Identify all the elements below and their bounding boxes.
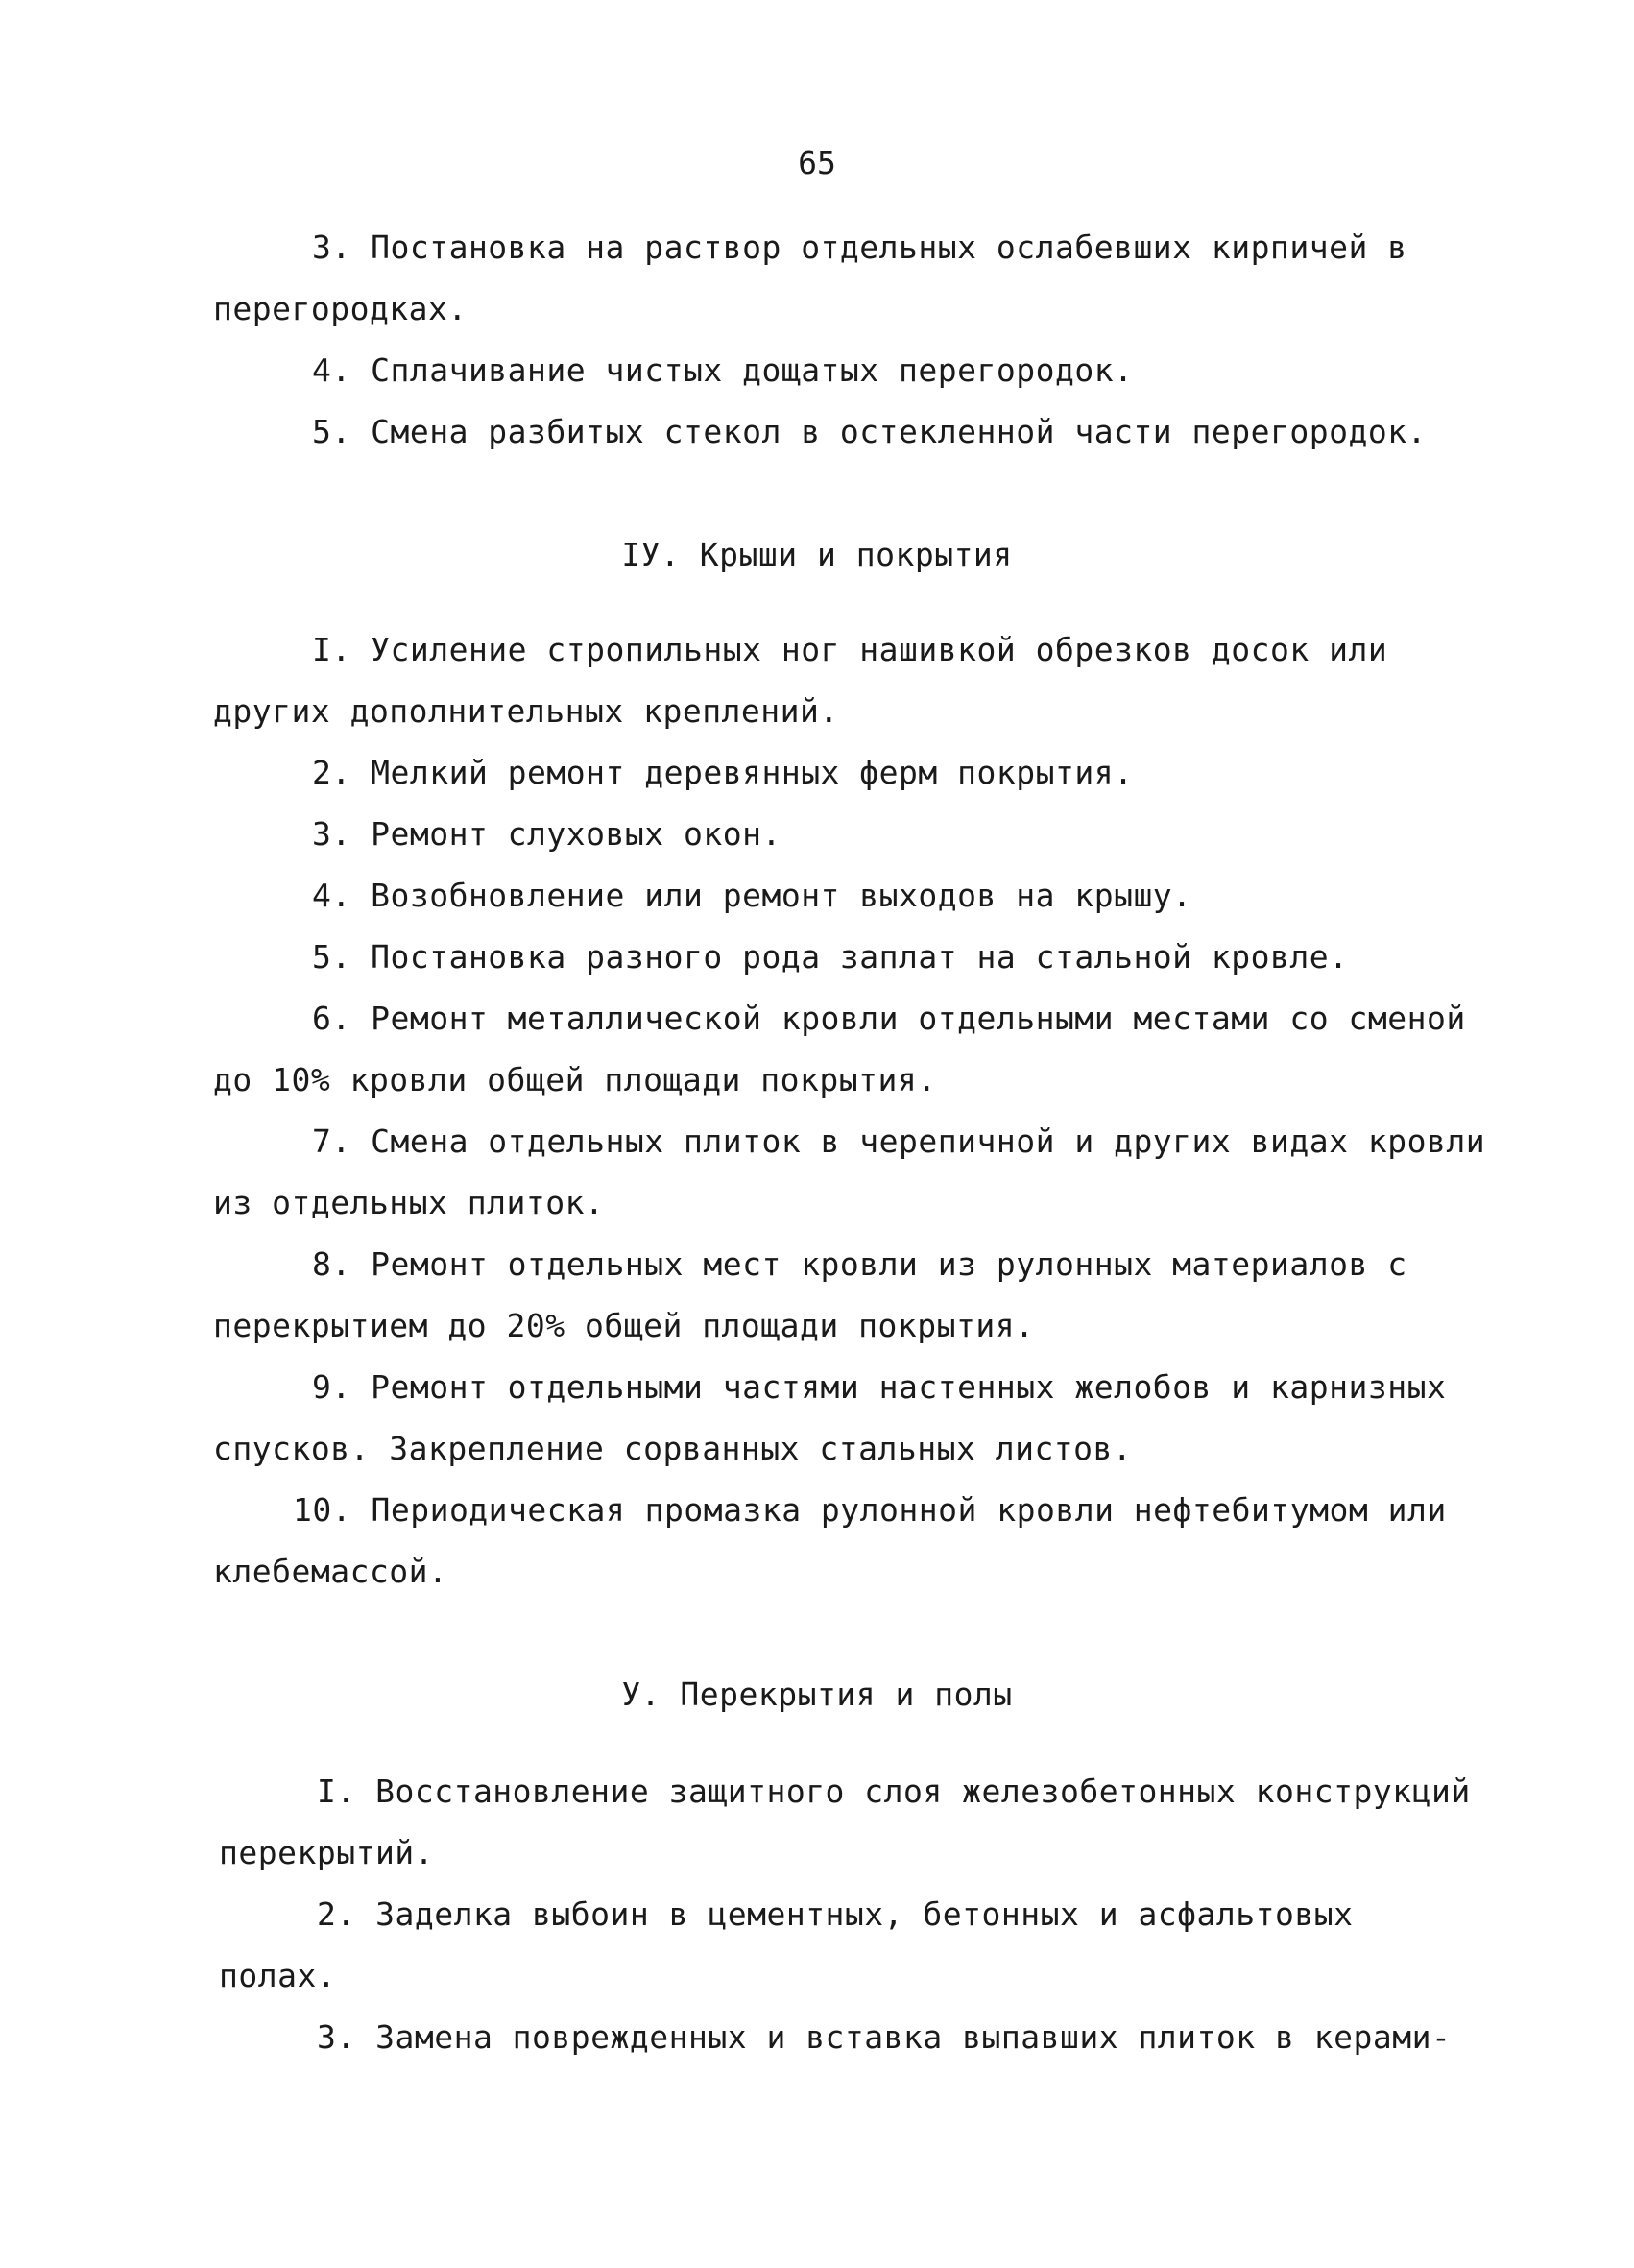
item-text: 2. Мелкий ремонт деревянных ферм покрытия. — [312, 754, 1134, 791]
item-text: 8. Ремонт отдельных мест кровли из рулонных материалов с — [312, 1245, 1407, 1283]
item-text: 5. Смена разбитых стекол в остекленной части перегородок. — [312, 413, 1427, 450]
item-text: 3. Ремонт слуховых окон. — [312, 815, 781, 853]
item-text: перекрытием до 20% общей площади покрытия. — [213, 1307, 1035, 1344]
item-text: перекрытий. — [219, 1834, 435, 1871]
item-text: спусков. Закрепление сорванных стальных листов. — [213, 1430, 1133, 1467]
item-text: 2. Заделка выбоин в цементных, бетонных и асфальтовых — [317, 1895, 1354, 1933]
item-text: 4. Возобновление или ремонт выходов на крышу. — [312, 877, 1192, 914]
item-text: 3. Постановка на раствор отдельных ослабевших кирпичей в — [312, 229, 1407, 266]
page-number: 65 — [798, 144, 836, 181]
item-text: I. Восстановление защитного слоя железобетонных конструкций — [317, 1773, 1471, 1810]
section-heading: У. Перекрытия и полы — [621, 1676, 1013, 1713]
item-text: 6. Ремонт металлической кровли отдельными местами со сменой — [312, 1000, 1466, 1037]
item-text: 9. Ремонт отдельными частями настенных желобов и карнизных — [312, 1368, 1447, 1406]
section-heading: IУ. Крыши и покрытия — [621, 536, 1013, 573]
item-text: 10. Периодическая промазка рулонной кровли нефтебитумом или — [293, 1491, 1447, 1529]
item-text: 5. Постановка разного рода заплат на стальной кровле. — [312, 938, 1349, 976]
item-text: полах. — [219, 1957, 337, 1994]
item-text: клебемассой. — [213, 1553, 448, 1590]
item-text: других дополнительных креплений. — [213, 692, 839, 730]
item-text: I. Усиление стропильных ног нашивкой обрезков досок или — [312, 631, 1388, 668]
item-text: 3. Замена поврежденных и вставка выпавших плиток в керами- — [317, 2018, 1452, 2056]
item-text: до 10% кровли общей площади покрытия. — [213, 1061, 937, 1098]
item-text: из отдельных плиток. — [213, 1184, 605, 1221]
item-text: перегородках. — [213, 290, 468, 327]
item-text: 4. Сплачивание чистых дощатых перегородок. — [312, 351, 1134, 389]
item-text: 7. Смена отдельных плиток в черепичной и других видах кровли — [312, 1122, 1486, 1160]
